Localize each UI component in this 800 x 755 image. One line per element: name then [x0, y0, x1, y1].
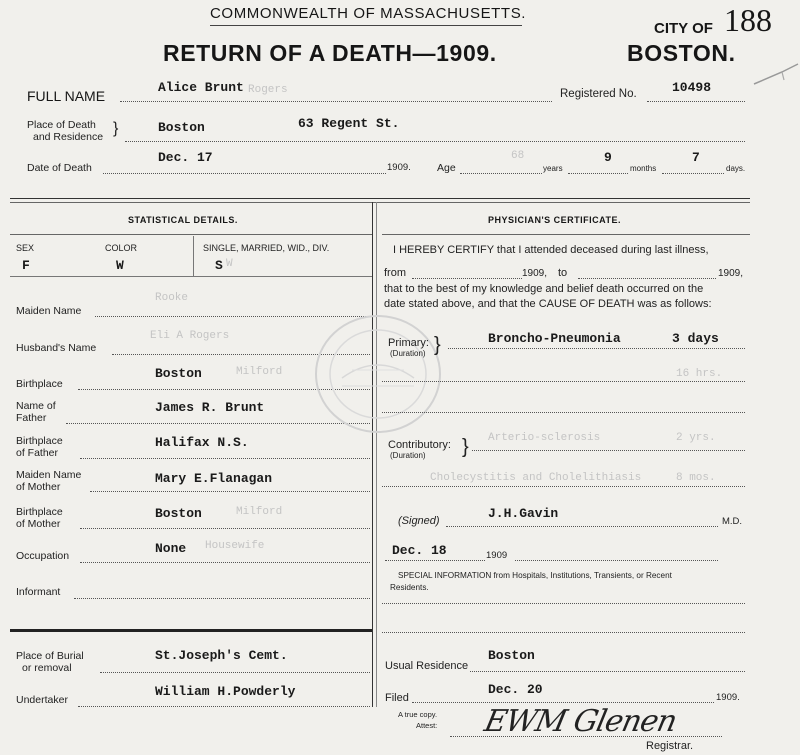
date-of-death-label: Date of Death [27, 162, 92, 174]
age-months-value: 9 [604, 150, 612, 165]
signed-label: (Signed) [398, 515, 440, 527]
place-street-value: 63 Regent St. [298, 116, 400, 131]
father-label-1: Name of [16, 400, 56, 412]
place-city-value: Boston [158, 120, 205, 135]
age-years-label: years [543, 164, 563, 173]
place-label-2: and Residence [33, 131, 104, 143]
city-seal-stamp [312, 312, 444, 436]
burial-value: St.Joseph's Cemt. [155, 648, 288, 663]
usual-residence-label: Usual Residence [385, 660, 469, 672]
certify-line-3: date stated above, and that the CAUSE OF DEATH was as follows: [384, 298, 712, 310]
color-label: COLOR [105, 243, 138, 253]
usual-residence-value: Boston [488, 648, 535, 663]
signed-value: J.H.Gavin [488, 506, 559, 521]
bleed-contrib-2: Cholecystitis and Cholelithiasis [430, 472, 642, 484]
undertaker-value: William H.Powderly [155, 684, 296, 699]
father-value: James R. Brunt [155, 400, 265, 415]
bleed-age-years: 68 [511, 150, 525, 162]
primary-label: Primary: [388, 337, 429, 349]
bleed-contrib-2-dur: 8 mos. [676, 472, 716, 484]
filed-value: Dec. 20 [488, 682, 543, 697]
place-label-1: Place of Death [27, 119, 96, 131]
from-label: from [384, 267, 406, 279]
bleed-contrib-1-dur: 2 yrs. [676, 432, 716, 444]
marital-value: S [215, 258, 223, 273]
mother-birthplace-value: Boston [155, 506, 202, 521]
death-return-form: COMMONWEALTH OF MASSACHUSETTS. RETURN OF A DEATH—1909. CITY OF 188 BOSTON. FULL NAME Alice Brunt Rogers Registered No. 10498 Place of Death and Residence } Boston 63 Regent St. Date of Death Dec. 17 1909. Age 68 years 9 months 7 days. STATISTICAL DETAILS. SEX COLOR SINGLE, MARRIED, WID., DIV. F W S W Maiden Name Rooke Husband's Name Eli A Rogers Birthplace Boston Milford Name of Father James R. Brunt Birthplace of Father Halifax N.S. Maiden Name of Mother Mary E.Flanagan Birthplace of Mother Boston Milford Occupation None Housewife Informant PHYSICIAN'S CERTIFICATE. I HEREBY CERTIFY that I attended deceased during last illness, from 1909, to 1909, that to the best of my knowledge and belief death occurred on the date stated above, and that the CAUSE OF DEATH was as follows: Primary: (Duration) } Broncho-Pneumonia 3 days 16 hrs. Contributory: (Duration) } Arterio-sclerosis 2 yrs. Cholecystitis and Cholelithiasis 8 mos. (Signed) J.H.Gavin M.D. Dec. 18 1909 SPECIAL INFORMATION from Hospitals, Institutions, Transients, or Recent Residents. Place of Burial or removal St.Joseph's Cemt. Undertaker William H.Powderly Usual Residence Boston Filed Dec. 20 1909. A true copy. Attest: EWM Glenen Registrar. [0, 0, 800, 755]
bleed-maiden: Rooke [155, 292, 189, 304]
informant-label: Informant [16, 586, 61, 598]
bleed-contrib-1: Arterio-sclerosis [488, 432, 601, 444]
mother-label-2: of Mother [16, 481, 61, 493]
bleed-birth: Milford [236, 366, 283, 378]
special-info-line-2: Residents. [390, 583, 429, 592]
city-number: 188 [724, 2, 772, 38]
bleed-mother-bp: Milford [236, 506, 283, 518]
certify-line-1: I HEREBY CERTIFY that I attended deceased during last illness, [393, 244, 709, 256]
age-days-label: days. [726, 164, 746, 173]
md-label: M.D. [722, 516, 743, 527]
primary-duration-value: 3 days [672, 331, 719, 346]
occupation-label: Occupation [16, 550, 70, 562]
true-copy-label: A true copy. [398, 710, 438, 719]
burial-label-1: Place of Burial [16, 650, 84, 662]
primary-duration-label: (Duration) [390, 349, 426, 358]
age-months-label: months [630, 164, 657, 173]
cert-year: 1909 [486, 550, 508, 561]
special-info-line-1: SPECIAL INFORMATION from Hospitals, Institutions, Transients, or Recent [398, 571, 672, 580]
father-birthplace-label-1: Birthplace [16, 435, 63, 447]
to-label: to [558, 267, 568, 279]
date-of-death-value: Dec. 17 [158, 150, 213, 165]
sex-value: F [22, 258, 30, 273]
age-label: Age [437, 162, 456, 174]
year-b: 1909, [718, 268, 744, 279]
contributory-label: Contributory: [388, 439, 451, 451]
birthplace-label: Birthplace [16, 378, 63, 390]
burial-label-2: or removal [22, 662, 72, 674]
registrar-label: Registrar. [646, 740, 694, 752]
undertaker-label: Undertaker [16, 694, 68, 706]
pencil-mark [752, 58, 800, 88]
mother-birthplace-label-1: Birthplace [16, 506, 63, 518]
mother-label-1: Maiden Name [16, 469, 82, 481]
full-name-value: Alice Brunt [158, 80, 244, 95]
mother-value: Mary E.Flanagan [155, 471, 273, 486]
color-value: W [116, 258, 124, 273]
marital-label: SINGLE, MARRIED, WID., DIV. [203, 243, 330, 253]
statistical-heading: STATISTICAL DETAILS. [128, 215, 238, 225]
form-title: RETURN OF A DEATH—1909. [163, 40, 497, 66]
bleed-husband: Eli A Rogers [150, 330, 230, 342]
commonwealth-heading: COMMONWEALTH OF MASSACHUSETTS. [210, 5, 527, 22]
birthplace-value: Boston [155, 366, 202, 381]
cert-date-value: Dec. 18 [392, 543, 447, 558]
city-label: CITY OF [654, 20, 713, 37]
maiden-name-label: Maiden Name [16, 305, 82, 317]
father-birthplace-label-2: of Father [16, 447, 59, 459]
registered-label: Registered No. [560, 88, 637, 100]
year-a: 1909, [522, 268, 548, 279]
bleed-rogers: Rogers [248, 84, 288, 96]
primary-cause-value: Broncho-Pneumonia [488, 331, 621, 346]
father-label-2: Father [16, 412, 47, 424]
father-birthplace-value: Halifax N.S. [155, 435, 249, 450]
bleed-hrs: 16 hrs. [676, 368, 723, 380]
occupation-value: None [155, 541, 187, 556]
physician-heading: PHYSICIAN'S CERTIFICATE. [488, 215, 621, 225]
mother-birthplace-label-2: of Mother [16, 518, 61, 530]
age-days-value: 7 [692, 150, 700, 165]
city-name: BOSTON. [627, 40, 736, 66]
bleed-marital: W [226, 258, 233, 270]
registered-number: 10498 [672, 80, 712, 95]
sex-label: SEX [16, 243, 35, 253]
year-printed: 1909. [387, 162, 411, 173]
husband-label: Husband's Name [16, 342, 97, 354]
certify-line-2: that to the best of my knowledge and belief death occurred on the [384, 283, 704, 295]
attest-label: Attest: [416, 721, 438, 730]
contributory-duration-label: (Duration) [390, 451, 426, 460]
bleed-occupation: Housewife [205, 540, 265, 552]
full-name-label: FULL NAME [27, 88, 106, 104]
filed-label: Filed [385, 692, 409, 704]
filed-year: 1909. [716, 692, 740, 703]
registrar-signature: EWM Glenen [481, 704, 680, 739]
